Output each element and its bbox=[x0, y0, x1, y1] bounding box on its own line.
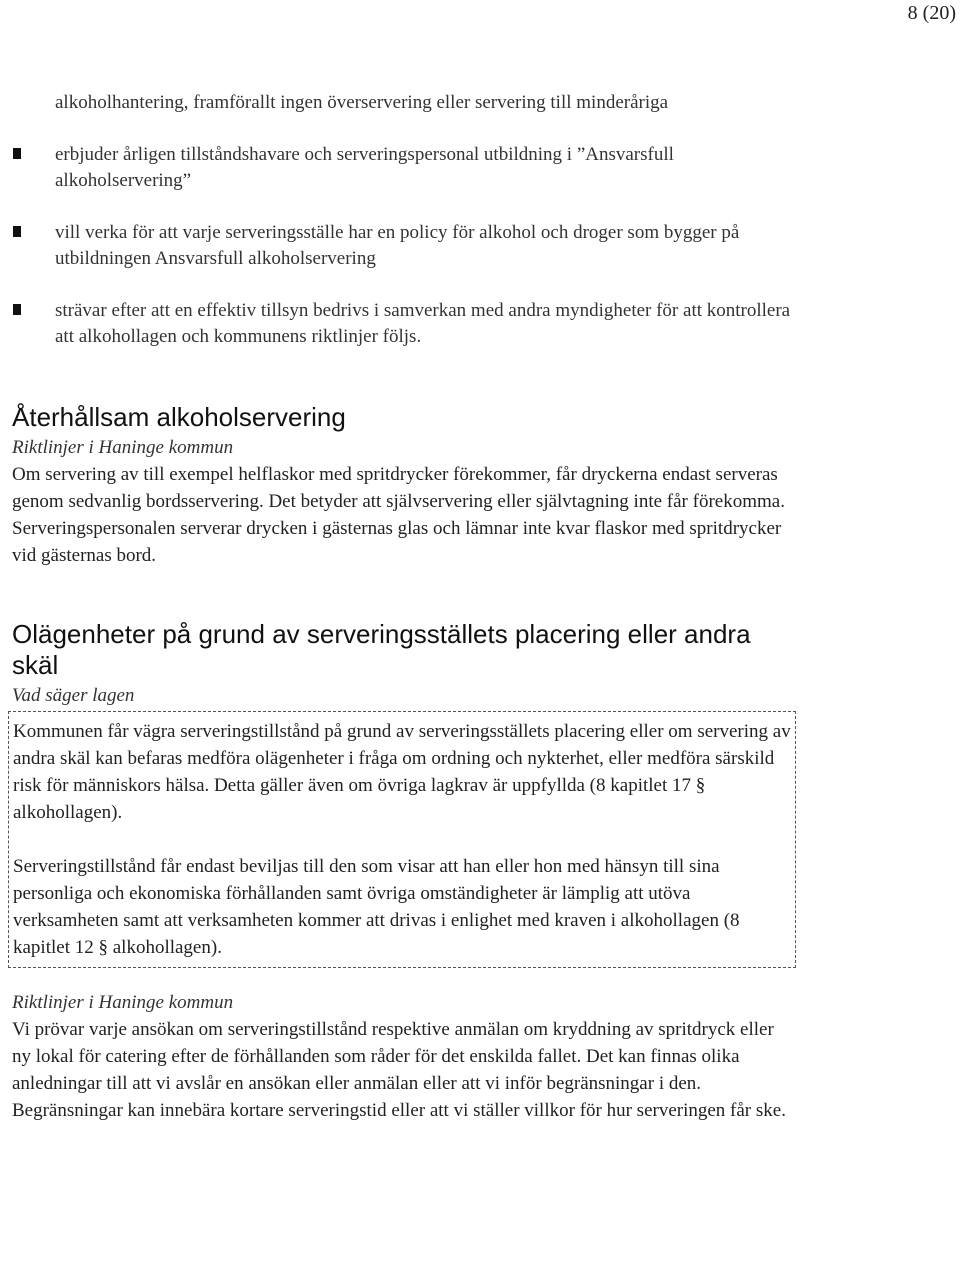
guidelines-label: Riktlinjer i Haninge kommun bbox=[12, 992, 234, 1013]
list-item-text: vill verka för att varje serveringsställe har en policy för alkohol och droger som bygger på utbildningen Ansvarsfull alkoholservering bbox=[55, 222, 740, 269]
law-paragraph: Kommunen får vägra serveringstillstånd på grund av serveringsställets placering eller om servering av andra skäl kan befaras medföra olägenheter i fråga om ordning och nykterhet, eller medföra särskild risk för människors hälsa. Detta gäller även om övriga lagkrav är uppfyllda (8 kapitlet 17 § alkohollagen). bbox=[13, 721, 791, 823]
bullet-list bbox=[12, 142, 792, 350]
section-restrained-service bbox=[12, 402, 792, 569]
document-content bbox=[12, 90, 792, 1124]
square-bullet-icon bbox=[13, 148, 21, 159]
guidelines-label: Riktlinjer i Haninge kommun bbox=[12, 437, 234, 458]
list-item-text: erbjuder årligen tillståndshavare och serveringspersonal utbildning i ”Ansvarsfull alkoholservering” bbox=[55, 144, 674, 191]
law-paragraph: Serveringstillstånd får endast beviljas till den som visar att han eller hon med hänsyn till sina personliga och ekonomiska förhållanden samt övriga omständigheter är lämplig att utöva verksamheten samt att verksamheten kommer att drivas i enlighet med kraven i alkohollagen (8 kapitlet 12 § alkohollagen). bbox=[13, 856, 740, 958]
section-body: Vi prövar varje ansökan om serveringstillstånd respektive anmälan om kryddning av spritdryck eller ny lokal för catering efter de förhållanden som råder för det enskilda fallet. Det kan finnas olika anledningar till att vi avslår en ansökan eller anmälan eller att vi inför begränsningar i den. Begränsningar kan innebära kortare serveringstid eller att vi ställer villkor för hur serveringen får ske. bbox=[12, 1019, 786, 1121]
section-heading: Återhållsam alkoholservering bbox=[12, 402, 346, 432]
list-item-text: strävar efter att en effektiv tillsyn bedrivs i samverkan med andra myndigheter för att kontrollera att alkohollagen och kommunens riktlinjer följs. bbox=[55, 300, 791, 347]
list-item bbox=[12, 298, 792, 350]
list-item bbox=[12, 142, 792, 194]
law-quote-box bbox=[8, 711, 796, 968]
section-body: Om servering av till exempel helflaskor med spritdrycker förekommer, får dryckerna endast serveras genom sedvanlig bordsservering. Det betyder att självservering eller självtagning inte får förekomma. Serveringspersonalen serverar drycken i gästernas glas och lämnar inte kvar flaskor med spritdrycker vid gästernas bord. bbox=[12, 464, 785, 566]
page-number: 8 (20) bbox=[907, 2, 956, 24]
section-nuisance bbox=[12, 619, 792, 968]
section-heading: Olägenheter på grund av serveringsställets placering eller andra skäl bbox=[12, 619, 751, 680]
law-label: Vad säger lagen bbox=[12, 685, 135, 706]
square-bullet-icon bbox=[13, 226, 21, 237]
list-item bbox=[12, 220, 792, 272]
section-municipal-guidelines bbox=[12, 990, 792, 1124]
square-bullet-icon bbox=[13, 304, 21, 315]
intro-text: alkoholhantering, framförallt ingen överservering eller servering till minderåriga bbox=[55, 92, 669, 113]
